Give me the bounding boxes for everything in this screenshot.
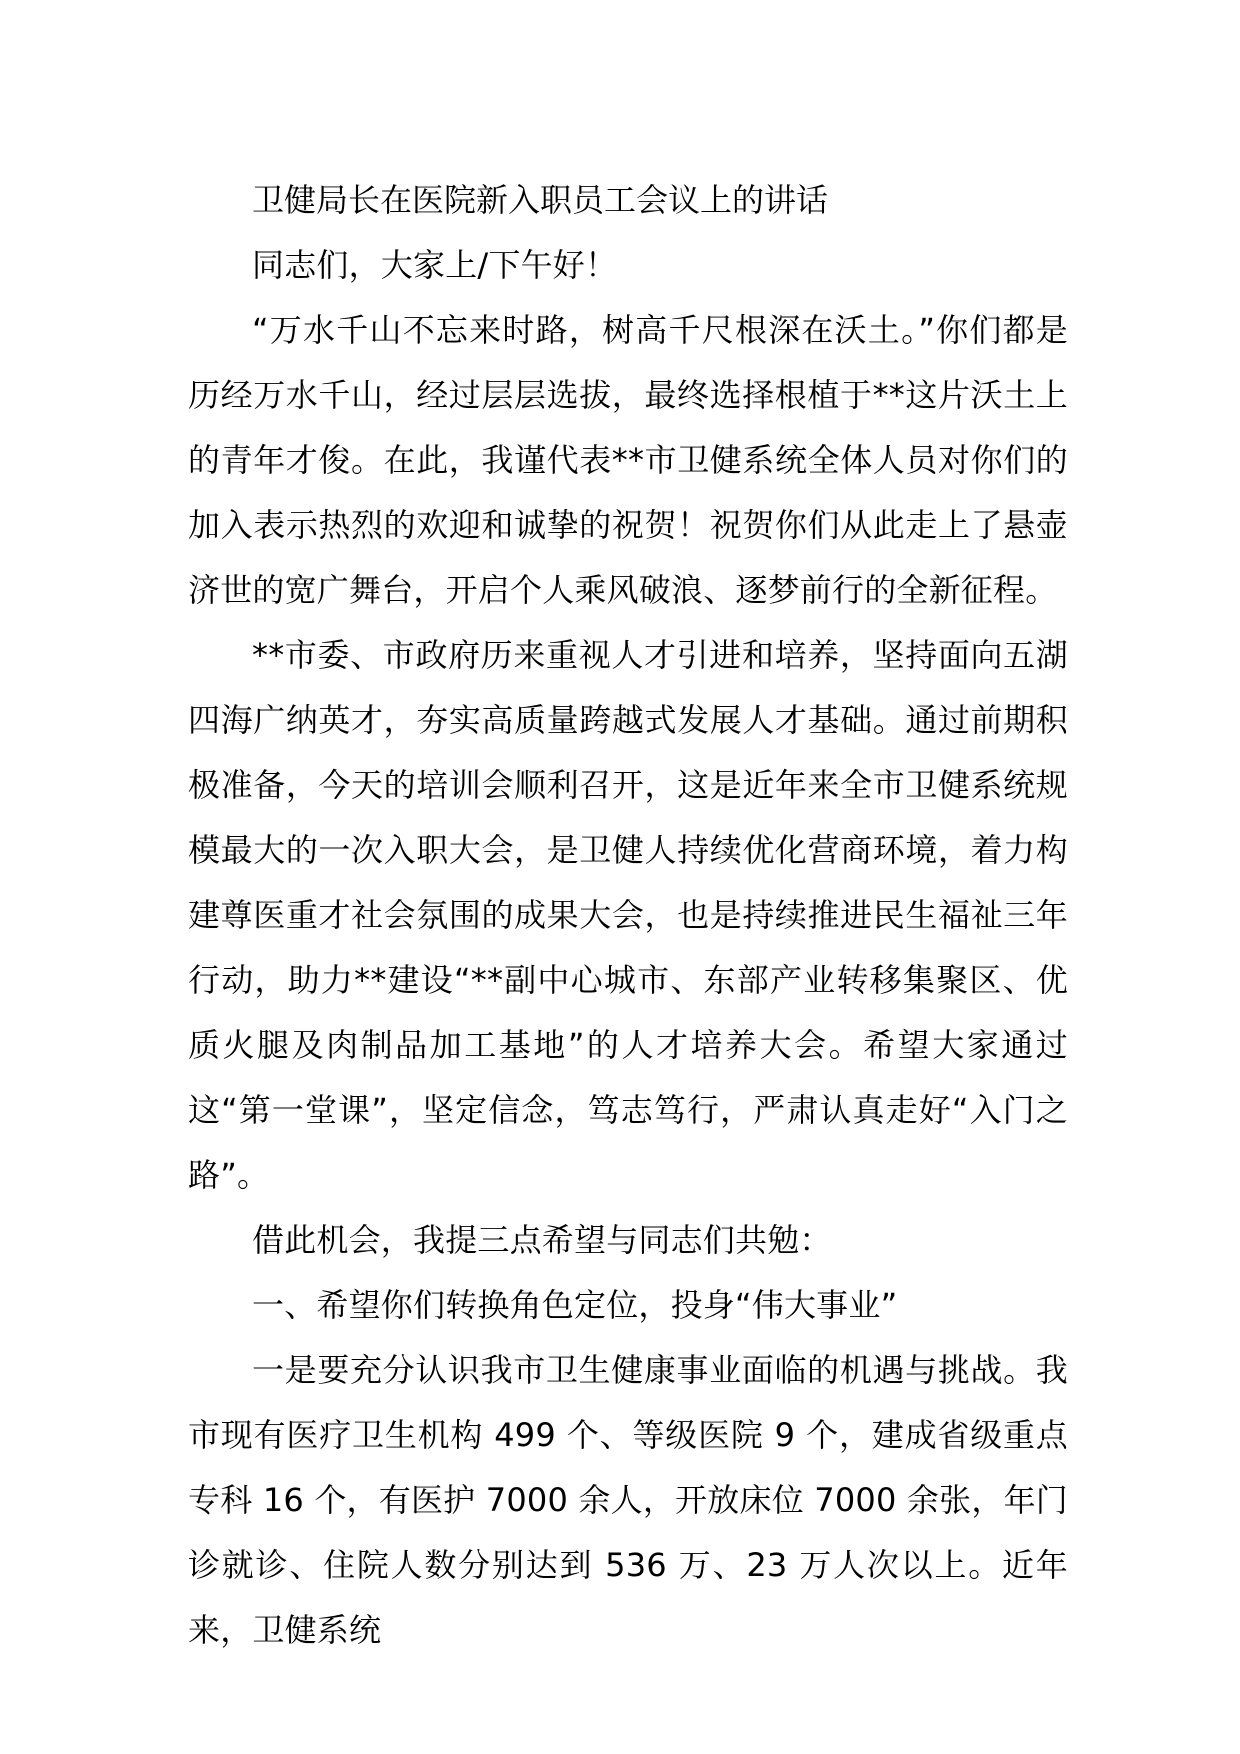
paragraph-hopes-intro: 借此机会，我提三点希望与同志们共勉： — [252, 1221, 832, 1259]
document-title: 卫健局长在医院新入职员工会议上的讲话 — [252, 181, 829, 219]
section-heading-one: 一、希望你们转换角色定位，投身“伟大事业” — [252, 1286, 898, 1324]
greeting: 同志们，大家上/下午好！ — [252, 246, 618, 284]
paragraph-talent: **市委、市政府历来重视人才引进和培养，坚持面向五湖四海广纳英才，夯实高质量跨越式发展人才基础。通过前期积极准备，今天的培训会顺利召开，这是近年来全市卫健系统规模最大的一次入职大会，是卫健人持续优化营商环境，着力构建尊医重才社会氛围的成果大会，也是持续推进民生福祉三年行动，助力**建设“**副中心城市、东部产业转移集聚区、优质火腿及肉制品加工基地”的人才培养大会。希望大家通过这“第一堂课”，坚定信念，笃志笃行，严肃认真走好“入门之路”。 — [188, 636, 1068, 1194]
paragraph-welcome: “万水千山不忘来时路，树高千尺根深在沃土。”你们都是历经万水千山，经过层层选拔，最终选择根植于**这片沃土上的青年才俊。在此，我谨代表**市卫健系统全体人员对你们的加入表示热烈的欢迎和诚挚的祝贺！祝贺你们从此走上了悬壶济世的宽广舞台，开启个人乘风破浪、逐梦前行的全新征程。 — [188, 311, 1068, 609]
document-page — [188, 168, 1068, 1663]
paragraph-opportunities: 一是要充分认识我市卫生健康事业面临的机遇与挑战。我市现有医疗卫生机构 499 个、等级医院 9 个，建成省级重点专科 16 个，有医护 7000 余人，开放床位 7000 余张，年门诊就诊、住院人数分别达到 536 万、23 万人次以上。近年来，卫健系统 — [188, 1351, 1068, 1649]
